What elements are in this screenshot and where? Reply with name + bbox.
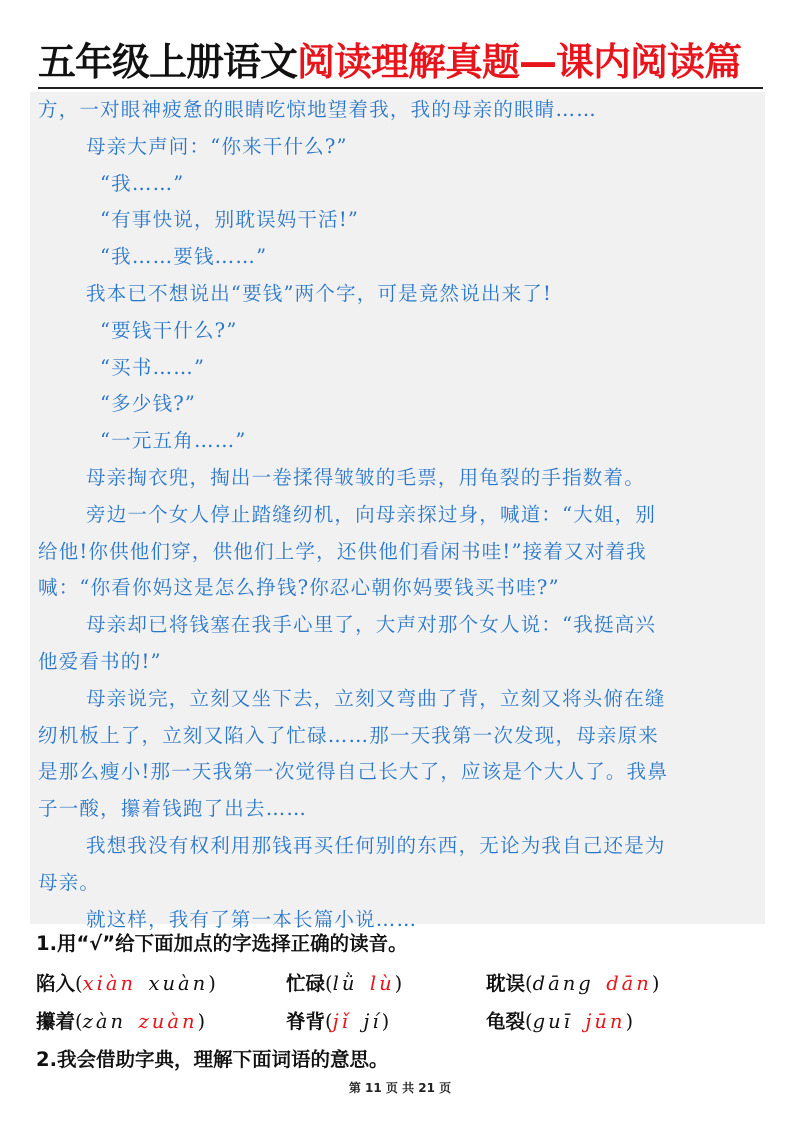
passage-line: “一元五角……” (100, 429, 247, 453)
pinyin-choice-b: jūn (585, 1010, 626, 1033)
pinyin-choice-b: jí (363, 1010, 382, 1033)
pinyin-choice-a: jǐ (332, 1010, 351, 1033)
passage-line: 喊：“你看你妈这是怎么挣钱?你忍心朝你妈要钱买书哇?” (38, 576, 560, 600)
passage-line: 方，一对眼神疲惫的眼睛吃惊地望着我，我的母亲的眼睛…… (38, 98, 597, 121)
passage-line: 子一酸，攥着钱跑了出去…… (38, 797, 308, 821)
passage-line: 给他!你供他们穿，供他们上学，还供他们看闲书哇!”接着又对着我 (38, 539, 647, 563)
reading-passage (30, 92, 765, 931)
passage-line: 母亲却已将钱塞在我手心里了，大声对那个女人说：“我挺高兴 (86, 613, 657, 637)
vocab-word: 耽误 (486, 972, 526, 995)
pinyin-choice-a: zàn (82, 1010, 127, 1033)
passage-line: 母亲说完，立刻又坐下去，立刻又弯曲了背，立刻又将头俯在缝 (86, 686, 666, 710)
passage-line: 他爱看书的!” (38, 649, 162, 673)
pinyin-choice-b: xuàn (148, 972, 209, 995)
vocab-word: 陷入 (36, 972, 76, 995)
vocab-word: 忙碌 (286, 972, 326, 995)
passage-line: 是那么瘦小!那一天我第一次觉得自己长大了，应该是个大人了。我鼻 (38, 760, 669, 784)
vocab-word: 攥着 (36, 1010, 76, 1033)
passage-line: 母亲大声问：“你来干什么?” (86, 134, 348, 158)
passage-line: “我……” (100, 171, 185, 195)
pinyin-choice-a: lǜ (332, 972, 358, 995)
pinyin-choice-b: dān (606, 972, 652, 995)
question-1: 1.用“√”给下面加点的字选择正确的读音。 (36, 932, 408, 955)
passage-line: “买书……” (100, 355, 206, 379)
title-suffix: 阅读理解真题—课内阅读篇 (297, 40, 742, 84)
passage-line: 纫机板上了，立刻又陷入了忙碌……那一天我第一次发现，母亲原来 (38, 723, 660, 747)
pinyin-option: 龟裂(guī jūn) (486, 1010, 634, 1033)
passage-line: 旁边一个女人停止踏缝纫机，向母亲探过身，喊道：“大姐，别 (86, 502, 657, 526)
passage-line: 我想我没有权利用那钱再买任何别的东西，无论为我自己还是为 (86, 833, 666, 857)
pinyin-row-1 (36, 968, 776, 996)
passage-line: 就这样，我有了第一本长篇小说…… (86, 907, 418, 931)
question-2: 2.我会借助字典，理解下面词语的意思。 (36, 1048, 389, 1071)
vocab-word: 脊背 (286, 1010, 326, 1033)
title-prefix: 五年级上册语文 (38, 40, 298, 84)
pinyin-choice-b: zuàn (138, 1010, 198, 1033)
passage-line: “多少钱?” (100, 392, 197, 416)
page-title (38, 36, 763, 88)
page-number: 第 11 页 共 21 页 (348, 1081, 452, 1095)
title-underline (38, 87, 763, 89)
pinyin-row-2 (36, 1006, 776, 1034)
passage-line: “有事快说，别耽误妈干活!” (100, 208, 360, 232)
pinyin-option: 忙碌(lǜ lù) (286, 972, 403, 995)
passage-line: 我本已不想说出“要钱”两个字，可是竟然说出来了! (86, 281, 553, 305)
pinyin-choice-a: guī (532, 1010, 573, 1033)
passage-line: 母亲。 (38, 870, 101, 894)
pinyin-option: 耽误(dāng dān) (486, 972, 660, 995)
vocab-word: 龟裂 (486, 1010, 526, 1033)
pinyin-option: 陷入(xiàn xuàn) (36, 972, 216, 995)
passage-line: “要钱干什么?” (100, 318, 238, 342)
pinyin-choice-a: dāng (532, 972, 594, 995)
pinyin-option: 攥着(zàn zuàn) (36, 1010, 206, 1033)
passage-line: “我……要钱……” (100, 245, 268, 269)
pinyin-option: 脊背(jǐ jí) (286, 1010, 390, 1033)
pinyin-choice-b: lù (369, 972, 395, 995)
passage-line: 母亲掏衣兜，掏出一卷揉得皱皱的毛票，用龟裂的手指数着。 (86, 465, 645, 489)
pinyin-choice-a: xiàn (82, 972, 137, 995)
